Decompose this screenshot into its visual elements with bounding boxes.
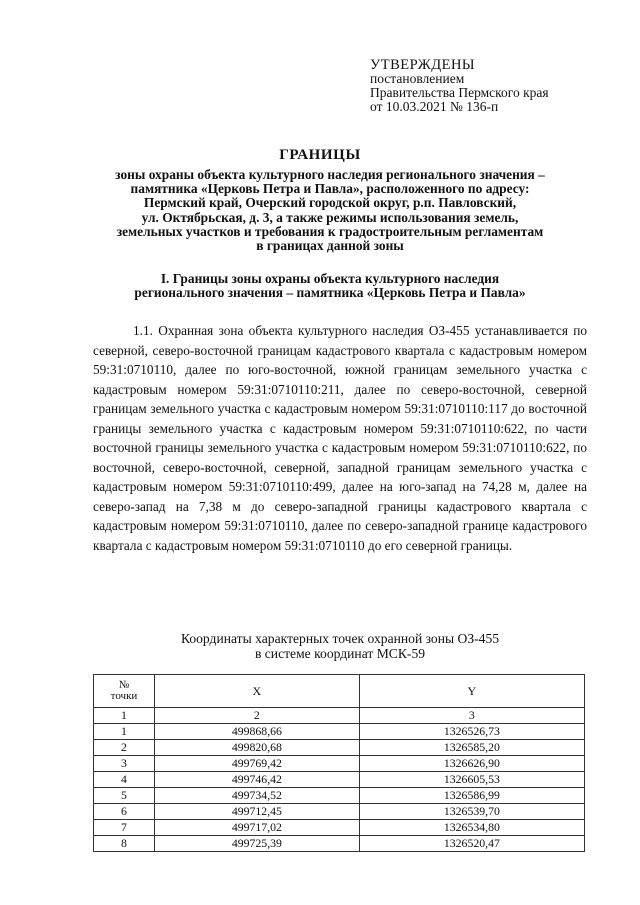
point-number-cell: 1 (94, 724, 155, 740)
y-cell: 1326539,70 (359, 804, 584, 820)
point-number-cell: 2 (94, 740, 155, 756)
paragraph-1-1: 1.1. Охранная зона объекта культурного наследия ОЗ-455 устанавливается по северной, северо-восточной границам кадастрового квартала с кадастровым номером 59:31:0710110, далее по юго-восточной, южной границам земельного участка с кадастровым номером 59:31:0710110:211, далее по северо-восточной, северной границам земельного участка с кадастровым номером 59:31:0710110:117 до восточной границы земельного участка с кадастровым номером 59:31:0710110:622, по части восточной границы земельного участка с кадастровым номером 59:31:0710110:622, по восточной, северо-восточной, северной, западной границам земельного участка с кадастровым номером 59:31:0710110:499, далее на юго-запад на 74,28 м, далее на северо-запад на 7,38 м до северо-западной границы кадастрового квартала с кадастровым номером 59:31:0710110, далее по северо-западной границе кадастрового квартала с кадастровым номером 59:31:0710110 до его северной границы. (93, 323, 587, 553)
table-row (94, 820, 585, 836)
index-cell: 2 (155, 708, 360, 724)
header-num-symbol: № (118, 678, 130, 691)
x-cell: 499734,52 (155, 788, 360, 804)
y-cell: 1326526,73 (359, 724, 584, 740)
x-cell: 499746,42 (155, 772, 360, 788)
x-cell: 499868,66 (155, 724, 360, 740)
index-cell: 3 (359, 708, 584, 724)
section-title-line: I. Границы зоны охраны объекта культурного наследия (160, 271, 500, 286)
point-number-cell: 3 (94, 756, 155, 772)
y-cell: 1326586,99 (359, 788, 584, 804)
approval-line: Правительства Пермского края (370, 85, 549, 100)
y-cell: 1326534,80 (359, 820, 584, 836)
table-header-row (94, 675, 585, 708)
header-num-label: точки (110, 690, 138, 702)
subtitle-line: Пермский край, Очерский городской округ, р.п. Павловский, (143, 195, 517, 211)
index-cell: 1 (94, 708, 155, 724)
x-cell: 499717,02 (155, 820, 360, 836)
x-cell: 499820,68 (155, 740, 360, 756)
subtitle-line: зоны охраны объекта культурного наследия регионального значения – (115, 167, 545, 182)
subtitle-line: в границах данной зоны (256, 238, 404, 254)
approval-block (370, 58, 620, 114)
coordinates-table (93, 674, 585, 852)
header-point-number (94, 675, 155, 708)
section-title-line: регионального значения – памятника «Церковь Петра и Павла» (134, 285, 526, 301)
header-x: X (155, 675, 360, 708)
header-y: Y (359, 675, 584, 708)
table-row (94, 740, 585, 756)
table-caption (100, 632, 580, 661)
table-index-row (94, 708, 585, 724)
table-row (94, 772, 585, 788)
subtitle-line: памятника «Церковь Петра и Павла», расположенного по адресу: (130, 181, 530, 197)
point-number-cell: 6 (94, 804, 155, 820)
table-caption-line: в системе координат МСК-59 (254, 645, 426, 661)
approval-title: УТВЕРЖДЕНЫ (370, 57, 476, 73)
table-row (94, 804, 585, 820)
point-number-cell: 4 (94, 772, 155, 788)
table-row (94, 788, 585, 804)
y-cell: 1326585,20 (359, 740, 584, 756)
table-row (94, 836, 585, 852)
x-cell: 499769,42 (155, 756, 360, 772)
table-row (94, 756, 585, 772)
subtitle-line: земельных участков и требования к градостроительным регламентам (116, 223, 544, 239)
y-cell: 1326626,90 (359, 756, 584, 772)
point-number-cell: 8 (94, 836, 155, 852)
document-subtitle (80, 168, 580, 253)
approval-date: от 10.03.2021 № 136-п (370, 99, 499, 114)
section-title (80, 272, 580, 300)
x-cell: 499712,45 (155, 804, 360, 820)
subtitle-line: ул. Октябрьская, д. 3, а также режимы использования земель, (141, 209, 519, 225)
point-number-cell: 5 (94, 788, 155, 804)
approval-line: постановлением (370, 71, 465, 86)
table-row (94, 724, 585, 740)
y-cell: 1326520,47 (359, 836, 584, 852)
document-title: ГРАНИЦЫ (279, 147, 361, 163)
table-caption-line: Координаты характерных точек охранной зоны ОЗ-455 (180, 631, 500, 646)
point-number-cell: 7 (94, 820, 155, 836)
y-cell: 1326605,53 (359, 772, 584, 788)
x-cell: 499725,39 (155, 836, 360, 852)
